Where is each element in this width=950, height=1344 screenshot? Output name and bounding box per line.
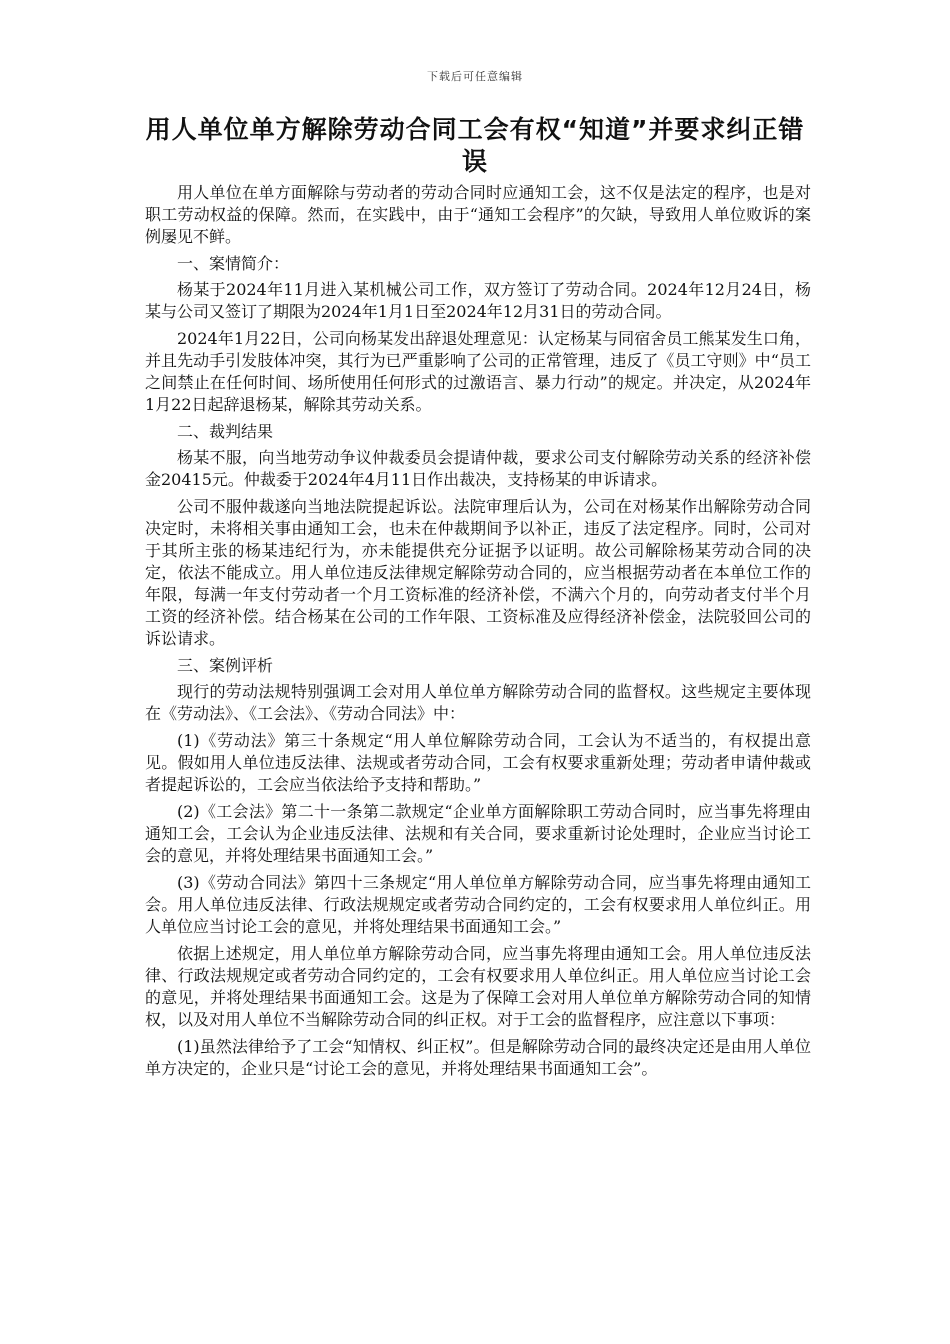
document-body	[145, 182, 811, 1085]
paragraph-analysis-summary: 依据上述规定，用人单位单方解除劳动合同，应当事先将理由通知工会。用人单位违反法律、行政法规规定或者劳动合同约定的，工会有权要求用人单位纠正。用人单位应当讨论工会的意见，并将处理结果书面通知工会。这是为了保障工会对用人单位单方解除劳动合同的知情权，以及对用人单位不当解除劳动合同的纠正权。对于工会的监督程序，应注意以下事项：	[145, 944, 811, 1029]
paragraph-judgment-1: 杨某不服，向当地劳动争议仲裁委员会提请仲裁，要求公司支付解除劳动关系的经济补偿金20415元。仲裁委于2024年4月11日作出裁决，支持杨某的申诉请求。	[145, 448, 811, 489]
paragraph-intro: 用人单位在单方面解除与劳动者的劳动合同时应通知工会，这不仅是法定的程序，也是对职工劳动权益的保障。然而，在实践中，由于“通知工会程序”的欠缺，导致用人单位败诉的案例屡见不鲜。	[145, 183, 811, 246]
paragraph-contract-law: (3)《劳动合同法》第四十三条规定“用人单位单方解除劳动合同，应当事先将理由通知工会。用人单位违反法律、行政法规规定或者劳动合同约定的，工会有权要求用人单位纠正。用人单位应当讨论工会的意见，并将处理结果书面通知工会。”	[145, 873, 811, 936]
document-title: 用人单位单方解除劳动合同工会有权“知道”并要求纠正错误	[145, 115, 805, 176]
section-heading-analysis: 三、案例评析	[177, 656, 274, 675]
paragraph-case-2: 2024年1月22日，公司向杨某发出辞退处理意见：认定杨某与同宿舍员工熊某发生口角，并且先动手引发肢体冲突，其行为已严重影响了公司的正常管理，违反了《员工守则》中“员工之间禁止在任何时间、场所使用任何形式的过激语言、暴力行动”的规定。并决定，从2024年1月22日起辞退杨某，解除其劳动关系。	[145, 329, 811, 414]
paragraph-note-1: (1)虽然法律给予了工会“知情权、纠正权”。但是解除劳动合同的最终决定还是由用人单位单方决定的，企业只是“讨论工会的意见，并将处理结果书面通知工会”。	[145, 1037, 811, 1078]
paragraph-case-1: 杨某于2024年11月进入某机械公司工作，双方签订了劳动合同。2024年12月24日，杨某与公司又签订了期限为2024年1月1日至2024年12月31日的劳动合同。	[145, 280, 811, 321]
paragraph-analysis-intro: 现行的劳动法规特别强调工会对用人单位单方解除劳动合同的监督权。这些规定主要体现在《劳动法》、《工会法》、《劳动合同法》中：	[145, 682, 811, 723]
header-note: 下载后可任意编辑	[427, 70, 523, 83]
paragraph-labor-law: (1)《劳动法》第三十条规定“用人单位解除劳动合同，工会认为不适当的，有权提出意见。假如用人单位违反法律、法规或者劳动合同，工会有权要求重新处理；劳动者申请仲裁或者提起诉讼的，工会应当依法给予支持和帮助。”	[145, 731, 811, 794]
section-heading-judgment: 二、裁判结果	[177, 422, 274, 441]
paragraph-union-law: (2)《工会法》第二十一条第二款规定“企业单方面解除职工劳动合同时，应当事先将理由通知工会，工会认为企业违反法律、法规和有关合同，要求重新讨论处理时，企业应当讨论工会的意见，并将处理结果书面通知工会。”	[145, 802, 811, 865]
paragraph-judgment-2: 公司不服仲裁遂向当地法院提起诉讼。法院审理后认为，公司在对杨某作出解除劳动合同决定时，未将相关事由通知工会，也未在仲裁期间予以补正，违反了法定程序。同时，公司对于其所主张的杨某违纪行为，亦未能提供充分证据予以证明。故公司解除杨某劳动合同的决定，依法不能成立。用人单位违反法律规定解除劳动合同的，应当根据劳动者在本单位工作的年限，每满一年支付劳动者一个月工资标准的经济补偿，不满六个月的，向劳动者支付半个月工资的经济补偿。结合杨某在公司的工作年限、工资标准及应得经济补偿金，法院驳回公司的诉讼请求。	[145, 497, 811, 648]
section-heading-case-summary: 一、案情简介：	[177, 254, 290, 273]
